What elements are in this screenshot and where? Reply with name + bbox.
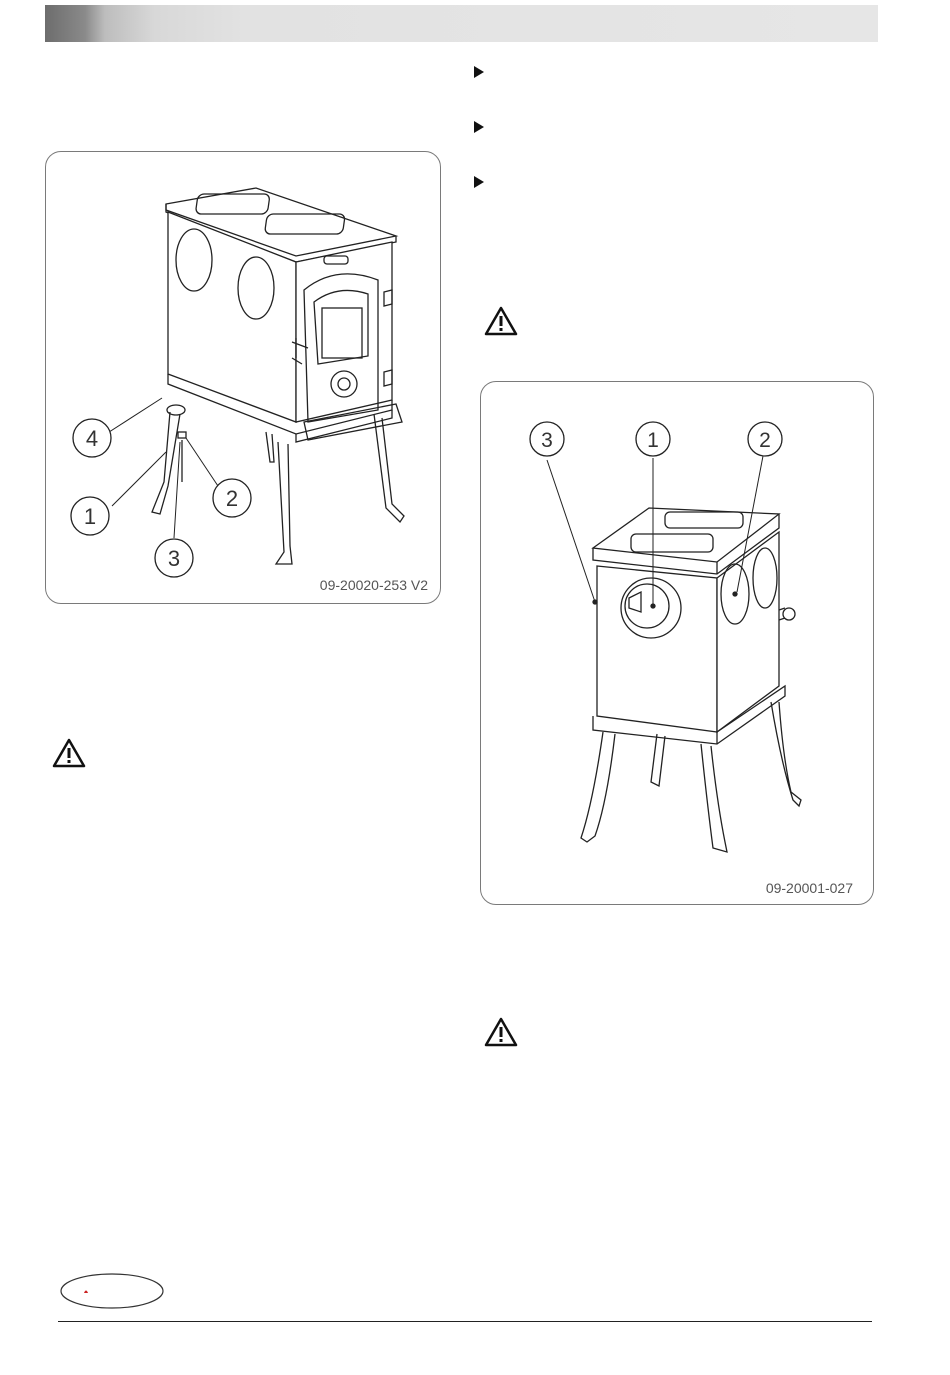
callout-3: 3	[167, 546, 181, 571]
triangle-right-icon	[474, 176, 484, 188]
figure-leg-assembly	[45, 151, 441, 604]
footer-divider	[58, 1321, 872, 1322]
warning-triangle-icon	[484, 306, 518, 336]
callout-1: 1	[647, 429, 659, 452]
figure-code: 09-20020-253 V2	[319, 577, 428, 593]
callout-4: 4	[85, 426, 99, 451]
callout-1: 1	[83, 504, 97, 529]
callout-2: 2	[759, 429, 771, 452]
warning-triangle-icon	[484, 1017, 518, 1047]
callout-2: 2	[225, 486, 239, 511]
stove-leg-illustration	[46, 152, 440, 603]
callout-3: 3	[541, 429, 553, 452]
stove-outlet-illustration	[481, 382, 873, 904]
triangle-right-icon	[474, 121, 484, 133]
triangle-right-icon	[474, 66, 484, 78]
warning-triangle-icon	[52, 738, 86, 768]
figure-stove-outlets	[480, 381, 874, 905]
header-bar	[45, 5, 878, 42]
figure-code: 09-20001-027	[765, 880, 853, 896]
brand-logo-icon	[60, 1273, 164, 1309]
